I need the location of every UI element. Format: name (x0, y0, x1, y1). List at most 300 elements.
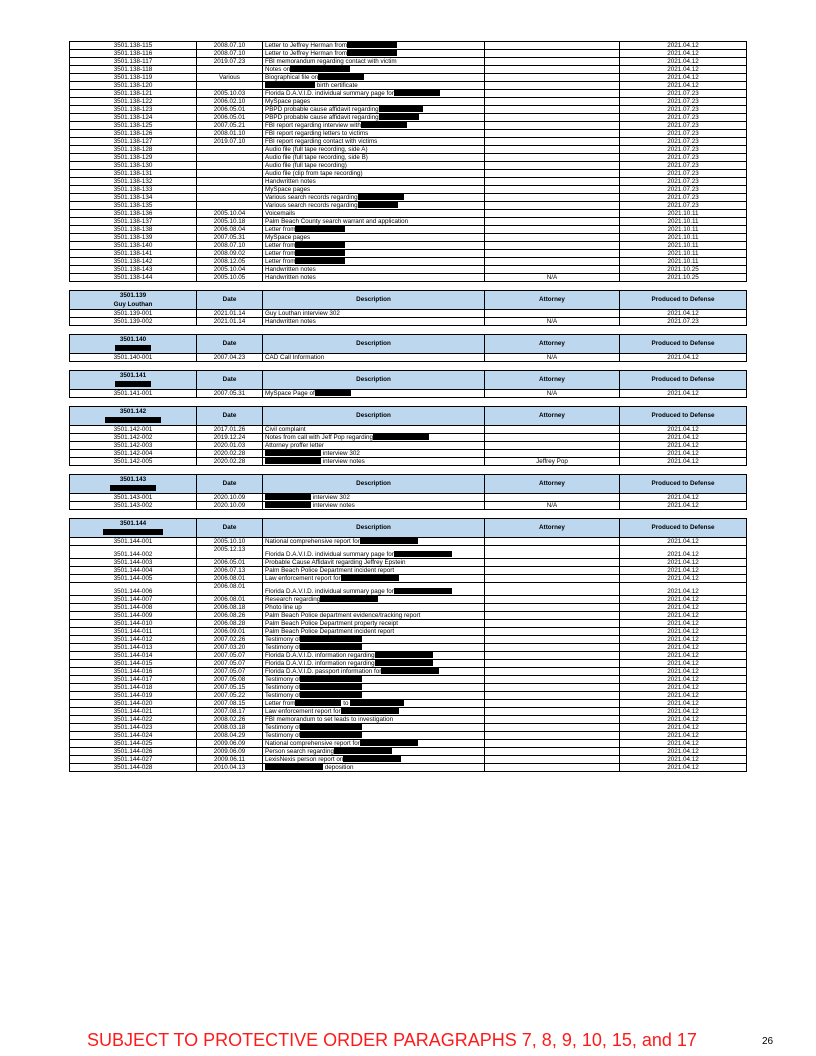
exhibit-id: 3501.144-021 (70, 708, 197, 716)
table-row (70, 114, 747, 122)
record-date: 2006.02.10 (197, 98, 263, 106)
exhibit-id: 3501.142-001 (70, 426, 197, 434)
description-text: Florida D.A.V.I.D. individual summary page for (265, 90, 394, 97)
record-description (263, 502, 485, 510)
exhibit-id: 3501.141-001 (70, 390, 197, 398)
redaction-box (379, 114, 419, 120)
witness-group-number: 3501.141 (119, 372, 147, 379)
description-text: birth certificate (316, 82, 358, 89)
witness-group-cell (70, 371, 197, 390)
redaction-box (358, 202, 398, 208)
record-description (263, 274, 485, 282)
record-description (263, 604, 485, 612)
exhibit-id: 3501.138-119 (70, 74, 197, 82)
exhibit-id: 3501.144-008 (70, 604, 197, 612)
witness-group-number: 3501.143 (119, 476, 147, 483)
exhibit-id: 3501.144-003 (70, 559, 197, 567)
spacer-cell (263, 398, 485, 407)
attorney: N/A (485, 318, 620, 326)
description-text: Notes on (265, 66, 291, 73)
record-description (263, 575, 485, 583)
column-header-date: Date (197, 291, 263, 310)
record-date: 2009.06.11 (197, 756, 263, 764)
record-description (263, 218, 485, 226)
spacer-cell (485, 466, 620, 475)
record-description (263, 138, 485, 146)
exhibit-id: 3501.138-123 (70, 106, 197, 114)
produced-date: 2021.04.12 (620, 538, 747, 546)
attorney (485, 676, 620, 684)
record-date: 2020.01.03 (197, 442, 263, 450)
record-date: 2007.08.17 (197, 708, 263, 716)
record-date: 2017.01.26 (197, 426, 263, 434)
exhibit-id: 3501.138-120 (70, 82, 197, 90)
exhibit-id: 3501.144-010 (70, 620, 197, 628)
redaction-box (300, 724, 362, 730)
table-row (70, 676, 747, 684)
table-row (70, 138, 747, 146)
record-description (263, 106, 485, 114)
record-description (263, 310, 485, 318)
attorney (485, 50, 620, 58)
section-spacer (70, 466, 747, 475)
spacer-cell (263, 326, 485, 335)
description-text: Notes from call with Jeff Pop regarding (265, 434, 374, 441)
redaction-box (300, 684, 362, 690)
record-description (263, 210, 485, 218)
record-date (197, 82, 263, 90)
exhibit-id: 3501.138-129 (70, 154, 197, 162)
exhibit-id: 3501.144-015 (70, 660, 197, 668)
column-header-attorney: Attorney (485, 475, 620, 494)
spacer-cell (197, 466, 263, 475)
exhibit-id: 3501.138-143 (70, 266, 197, 274)
column-header-produced: Produced to Defense (620, 291, 747, 310)
table-row (70, 684, 747, 692)
record-date: 2008.01.10 (197, 130, 263, 138)
record-date: 2009.06.09 (197, 748, 263, 756)
record-date: 2019.12.24 (197, 434, 263, 442)
description-text: MySpace Page of (265, 390, 315, 397)
witness-group-number: 3501.144 (119, 520, 147, 527)
exhibit-id: 3501.138-122 (70, 98, 197, 106)
redaction-box (334, 748, 392, 754)
spacer-cell (620, 510, 747, 519)
description-text: Law enforcement report for (265, 708, 341, 715)
record-date: 2008.07.10 (197, 42, 263, 50)
table-row (70, 700, 747, 708)
exhibit-id: 3501.138-132 (70, 178, 197, 186)
exhibit-id: 3501.144-007 (70, 596, 197, 604)
attorney (485, 764, 620, 772)
produced-date: 2021.04.12 (620, 66, 747, 74)
produced-date: 2021.04.12 (620, 42, 747, 50)
attorney (485, 178, 620, 186)
record-description (263, 74, 485, 82)
produced-date: 2021.07.23 (620, 90, 747, 98)
column-header-date: Date (197, 475, 263, 494)
attorney (485, 106, 620, 114)
description-text: FBI memorandum to set leads to investigation (265, 716, 394, 723)
table-row (70, 620, 747, 628)
exhibit-id: 3501.138-137 (70, 218, 197, 226)
produced-date: 2021.07.23 (620, 138, 747, 146)
redaction-box (360, 538, 418, 544)
table-row (70, 274, 747, 282)
redaction-box (265, 764, 323, 770)
record-description (263, 442, 485, 450)
description-text: MySpace pages (265, 186, 311, 193)
spacer-cell (620, 282, 747, 291)
record-date: 2005.10.04 (197, 266, 263, 274)
table-row (70, 310, 747, 318)
attorney (485, 538, 620, 546)
record-description (263, 620, 485, 628)
record-description (263, 692, 485, 700)
redaction-box (341, 708, 399, 714)
table-row (70, 652, 747, 660)
redaction-box (318, 74, 364, 80)
spacer-cell (263, 282, 485, 291)
description-text: Research regarding (265, 596, 321, 603)
description-text: Audio file (full tape recording, side B) (265, 154, 368, 161)
description-text: Testimony of (265, 724, 301, 731)
description-text: Letter from (265, 226, 296, 233)
description-text: Florida D.A.V.I.D. information regarding (265, 660, 375, 667)
attorney (485, 66, 620, 74)
description-text: FBI memorandum regarding contact with victim (265, 58, 397, 65)
record-date (197, 194, 263, 202)
redaction-box (265, 450, 321, 456)
description-text: Audio file (clip from tape recording) (265, 170, 363, 177)
description-text: FBI report regarding interview with (265, 122, 361, 129)
exhibit-id: 3501.138-115 (70, 42, 197, 50)
description-text: Testimony of (265, 676, 301, 683)
table-row (70, 748, 747, 756)
witness-name-redaction (115, 381, 151, 387)
produced-date: 2021.04.12 (620, 636, 747, 644)
exhibit-id: 3501.144-001 (70, 538, 197, 546)
record-description (263, 724, 485, 732)
record-description (263, 567, 485, 575)
spacer-cell (263, 362, 485, 371)
attorney (485, 628, 620, 636)
produced-date: 2021.07.23 (620, 170, 747, 178)
record-description (263, 660, 485, 668)
record-date: 2005.10.05 (197, 274, 263, 282)
table-row (70, 194, 747, 202)
produced-date: 2021.07.23 (620, 146, 747, 154)
description-text: Testimony of (265, 692, 301, 699)
produced-date: 2021.04.12 (620, 708, 747, 716)
record-description (263, 494, 485, 502)
description-text: interview notes (312, 502, 355, 509)
description-text: MySpace pages (265, 98, 311, 105)
produced-date: 2021.10.11 (620, 234, 747, 242)
table-row (70, 154, 747, 162)
attorney (485, 234, 620, 242)
table-row (70, 106, 747, 114)
description-text: LexisNexis person report on (265, 756, 344, 763)
produced-date: 2021.07.23 (620, 154, 747, 162)
record-date: 2005.12.13 (197, 546, 263, 559)
record-date: 2006.08.18 (197, 604, 263, 612)
record-description (263, 226, 485, 234)
attorney (485, 194, 620, 202)
attorney (485, 130, 620, 138)
attorney (485, 146, 620, 154)
spacer-cell (70, 282, 197, 291)
exhibit-id: 3501.144-014 (70, 652, 197, 660)
section-header-row (70, 335, 747, 354)
record-date (197, 170, 263, 178)
table-row (70, 58, 747, 66)
description-text: Voicemails (265, 210, 296, 217)
attorney (485, 740, 620, 748)
produced-date: 2021.04.12 (620, 764, 747, 772)
produced-date: 2021.04.12 (620, 684, 747, 692)
record-date: 2006.08.01 (197, 596, 263, 604)
record-description (263, 122, 485, 130)
attorney: N/A (485, 390, 620, 398)
redaction-box (265, 494, 311, 500)
record-description (263, 748, 485, 756)
record-date: 2007.04.23 (197, 354, 263, 362)
exhibit-id: 3501.144-009 (70, 612, 197, 620)
exhibit-id: 3501.138-125 (70, 122, 197, 130)
record-date: 2008.02.26 (197, 716, 263, 724)
record-date: 2006.09.01 (197, 628, 263, 636)
redaction-box (295, 226, 345, 232)
produced-date: 2021.04.12 (620, 748, 747, 756)
redaction-box (361, 122, 407, 128)
exhibit-id: 3501.139-001 (70, 310, 197, 318)
exhibit-id: 3501.144-023 (70, 724, 197, 732)
record-description (263, 740, 485, 748)
section-spacer (70, 398, 747, 407)
table-row (70, 502, 747, 510)
table-row (70, 708, 747, 716)
column-header-attorney: Attorney (485, 519, 620, 538)
table-row (70, 604, 747, 612)
record-date: 2010.04.13 (197, 764, 263, 772)
spacer-cell (485, 398, 620, 407)
record-description (263, 652, 485, 660)
spacer-cell (70, 466, 197, 475)
description-text: Letter from (265, 242, 296, 249)
exhibit-id: 3501.142-002 (70, 434, 197, 442)
description-text: Handwritten notes (265, 266, 316, 273)
spacer-cell (197, 398, 263, 407)
table-row (70, 242, 747, 250)
exhibit-id: 3501.138-124 (70, 114, 197, 122)
exhibit-id: 3501.142-003 (70, 442, 197, 450)
record-description (263, 58, 485, 66)
redaction-box (343, 756, 401, 762)
produced-date: 2021.07.23 (620, 114, 747, 122)
record-date: Various (197, 74, 263, 82)
exhibit-id: 3501.144-012 (70, 636, 197, 644)
description-text: Florida D.A.V.I.D. individual summary page for (265, 551, 394, 558)
record-date: 2005.10.18 (197, 218, 263, 226)
redaction-box (265, 458, 321, 464)
produced-date: 2021.04.12 (620, 604, 747, 612)
produced-date: 2021.04.12 (620, 724, 747, 732)
attorney (485, 90, 620, 98)
table-row (70, 318, 747, 326)
produced-date: 2021.04.12 (620, 559, 747, 567)
produced-date: 2021.04.12 (620, 756, 747, 764)
record-date: 2007.08.15 (197, 700, 263, 708)
produced-date: 2021.04.12 (620, 390, 747, 398)
redaction-box (295, 700, 341, 706)
attorney: Jeffrey Pop (485, 458, 620, 466)
record-date (197, 162, 263, 170)
column-header-produced: Produced to Defense (620, 407, 747, 426)
description-text: Letter to Jeffrey Herman from (265, 42, 348, 49)
description-text: Palm Beach Police Department incident report (265, 567, 395, 574)
spacer-cell (620, 466, 747, 475)
witness-group-cell (70, 519, 197, 538)
table-row (70, 740, 747, 748)
table-row (70, 596, 747, 604)
exhibit-id: 3501.143-002 (70, 502, 197, 510)
produced-date: 2021.04.12 (620, 82, 747, 90)
produced-date: 2021.07.23 (620, 318, 747, 326)
produced-date: 2021.04.12 (620, 612, 747, 620)
produced-date: 2021.04.12 (620, 354, 747, 362)
table-row (70, 764, 747, 772)
exhibit-id: 3501.144-011 (70, 628, 197, 636)
table-row (70, 724, 747, 732)
description-text: MySpace pages (265, 234, 311, 241)
produced-date: 2021.04.12 (620, 596, 747, 604)
produced-date: 2021.04.12 (620, 652, 747, 660)
record-description (263, 90, 485, 98)
record-date: 2007.05.31 (197, 234, 263, 242)
description-text: Palm Beach Police Department incident report (265, 628, 395, 635)
attorney (485, 210, 620, 218)
redaction-box (394, 90, 440, 96)
exhibit-id: 3501.138-140 (70, 242, 197, 250)
table-row (70, 458, 747, 466)
attorney (485, 748, 620, 756)
description-text: Law enforcement report for (265, 575, 341, 582)
table-row (70, 434, 747, 442)
record-description (263, 684, 485, 692)
produced-date: 2021.04.12 (620, 575, 747, 583)
table-row (70, 692, 747, 700)
attorney (485, 652, 620, 660)
record-date (197, 178, 263, 186)
table-row (70, 90, 747, 98)
redaction-box (295, 258, 345, 264)
attorney (485, 82, 620, 90)
description-text: Palm Beach County search warrant and application (265, 218, 409, 225)
exhibit-id: 3501.138-121 (70, 90, 197, 98)
description-text: Letter to Jeffrey Herman from (265, 50, 348, 57)
record-description (263, 194, 485, 202)
record-date: 2008.03.18 (197, 724, 263, 732)
witness-group-cell (70, 291, 197, 310)
column-header-date: Date (197, 519, 263, 538)
produced-date: 2021.04.12 (620, 434, 747, 442)
produced-date: 2021.04.12 (620, 620, 747, 628)
witness-name-redaction (103, 529, 163, 535)
attorney: N/A (485, 354, 620, 362)
record-date: 2006.08.28 (197, 620, 263, 628)
exhibit-id: 3501.144-026 (70, 748, 197, 756)
record-description (263, 82, 485, 90)
description-text-mid: to (343, 700, 349, 707)
table-row (70, 234, 747, 242)
record-date: 2007.05.15 (197, 684, 263, 692)
produced-date: 2021.04.12 (620, 450, 747, 458)
record-date: 2008.07.10 (197, 242, 263, 250)
attorney (485, 226, 620, 234)
record-description (263, 458, 485, 466)
record-date: 2019.07.23 (197, 58, 263, 66)
record-date (197, 66, 263, 74)
redaction-box (300, 676, 362, 682)
description-text: Various search records regarding (265, 194, 358, 201)
produced-date: 2021.04.12 (620, 546, 747, 559)
description-text: PBPD probable cause affidavit regarding (265, 106, 379, 113)
spacer-cell (70, 362, 197, 371)
produced-date: 2021.07.23 (620, 98, 747, 106)
table-row (70, 636, 747, 644)
attorney (485, 583, 620, 596)
description-text: FBI report regarding contact with victims (265, 138, 378, 145)
exhibit-id: 3501.144-002 (70, 546, 197, 559)
produced-date: 2021.04.12 (620, 494, 747, 502)
description-text: Photo line up (265, 604, 302, 611)
column-header-date: Date (197, 335, 263, 354)
table-row (70, 538, 747, 546)
record-date: 2020.10.09 (197, 502, 263, 510)
attorney (485, 494, 620, 502)
column-header-description: Description (263, 291, 485, 310)
spacer-cell (485, 510, 620, 519)
record-date: 2021.01.14 (197, 318, 263, 326)
record-date: 2008.07.10 (197, 50, 263, 58)
attorney (485, 170, 620, 178)
table-row (70, 186, 747, 194)
record-date: 2021.01.14 (197, 310, 263, 318)
description-text: FBI report regarding letters to victims (265, 130, 369, 137)
spacer-cell (485, 362, 620, 371)
column-header-date: Date (197, 371, 263, 390)
description-text: interview notes (322, 458, 365, 465)
section-spacer (70, 282, 747, 291)
table-row (70, 612, 747, 620)
record-description (263, 242, 485, 250)
produced-date: 2021.10.11 (620, 218, 747, 226)
redaction-box (300, 732, 362, 738)
record-date: 2007.05.07 (197, 668, 263, 676)
table-row (70, 732, 747, 740)
redaction-box (347, 50, 397, 56)
produced-date: 2021.04.12 (620, 676, 747, 684)
record-date: 2007.02.26 (197, 636, 263, 644)
description-text: Palm Beach Police department evidence/tracking report (265, 612, 421, 619)
table-row (70, 258, 747, 266)
table-row (70, 426, 747, 434)
record-date: 2007.05.31 (197, 390, 263, 398)
produced-date: 2021.04.12 (620, 628, 747, 636)
record-date: 2008.12.05 (197, 258, 263, 266)
record-date (197, 186, 263, 194)
